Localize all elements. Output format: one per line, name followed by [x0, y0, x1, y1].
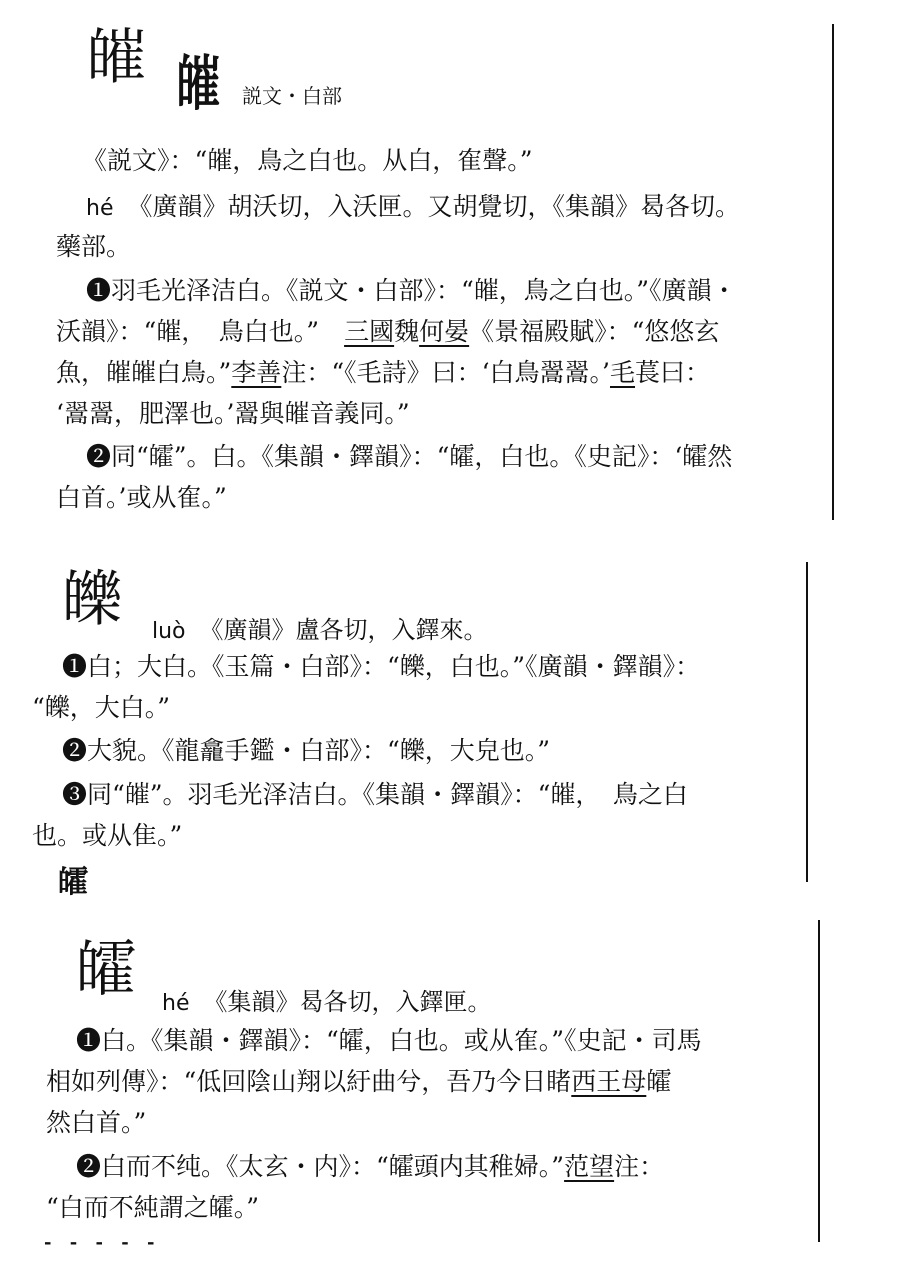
text-run: 魚，皠皠白鳥。” — [56, 358, 232, 387]
sense-1-line — [46, 1061, 702, 1102]
text-run: 沃韻》：“皠， 鳥白也。” — [56, 317, 345, 346]
sense-2 — [46, 1146, 664, 1228]
sense-1-line: ❶白。《集韻・鐸韻》：“皬，白也。或从隺。”《史記・司馬 — [76, 1026, 702, 1055]
author-name: 毛 — [610, 358, 636, 387]
sense-2 — [56, 436, 732, 518]
author-name: 李善 — [231, 358, 282, 387]
dynasty-name: 三國 — [344, 317, 395, 346]
headword: 皪 — [62, 565, 124, 635]
sense-1-line: ❶羽毛光泽洁白。《説文・白部》：“皠，鳥之白也。”《廣韻・ — [86, 276, 737, 305]
sense-1 — [46, 1020, 702, 1143]
pinyin: hé — [86, 196, 114, 221]
sense-3-line: 也。或从隹。” — [32, 821, 183, 850]
column-rule — [806, 562, 808, 882]
text-run: 注：“《毛詩》曰：‘白鳥翯翯。’ — [281, 358, 610, 387]
text-run: 《景福殿賦》：“悠悠玄 — [469, 317, 720, 346]
pronunciation-line — [162, 982, 491, 1017]
rhyme-text: 《廣韻》盧各切，入鐸來。 — [199, 616, 488, 644]
author-name: 范望 — [564, 1152, 615, 1181]
pronunciation-line — [152, 610, 488, 645]
seal-script-char: 皠 — [176, 50, 220, 120]
cut-off-text: - - - - - — [44, 1232, 161, 1253]
cut-off-headword: 皬 — [58, 865, 88, 900]
rhyme-group: 藥部。 — [56, 232, 132, 261]
text-run: 魏 — [394, 317, 420, 346]
sense-1-line: “皪，大白。” — [32, 693, 171, 722]
sense-1-line: ‘翯翯，肥澤也。’翯與皠音義同。” — [56, 399, 410, 428]
sense-1-line: ❶白；大白。《玉篇・白部》：“皪，白也。”《廣韻・鐸韻》： — [62, 652, 701, 681]
text-run: 萇曰： — [635, 358, 711, 387]
column-rule — [832, 24, 834, 520]
text-run: 皬 — [646, 1067, 672, 1096]
column-rule — [818, 920, 820, 1242]
sense-2-line: “白而不純謂之皬。” — [46, 1193, 260, 1222]
sense-2-line: 白首。’或从隺。” — [56, 483, 227, 512]
pinyin: hé — [162, 991, 190, 1016]
rhyme-text: 《集韻》曷各切，入鐸匣。 — [203, 988, 492, 1016]
author-name: 何晏 — [419, 317, 470, 346]
sense-2-line: ❷同“皬”。白。《集韻・鐸韻》：“皬，白也。《史記》：‘皬然 — [86, 442, 733, 471]
sense-1-line — [56, 311, 737, 352]
sense-1 — [56, 270, 737, 434]
seal-source-label: 説文・白部 — [242, 84, 342, 108]
sense-1-line: 然白首。” — [46, 1108, 147, 1137]
text-run: ❷白而不纯。《太玄・内》：“皬頭内其稚婦。” — [76, 1152, 565, 1181]
sense-1-line — [56, 352, 737, 393]
definition-text: 《説文》：“皠，鳥之白也。从白，隺聲。” — [82, 146, 533, 175]
sense-1 — [32, 646, 700, 728]
rhyme-text: 《廣韻》胡沃切，入沃匣。又胡覺切，《集韻》曷各切。 — [127, 192, 740, 221]
headword: 皬 — [76, 935, 138, 1005]
text-run: 注： — [614, 1152, 665, 1181]
person-name: 西王母 — [571, 1067, 647, 1096]
pronunciation-line — [86, 186, 740, 229]
sense-2-line — [46, 1146, 664, 1187]
sense-3-line: ❸同“皠”。羽毛光泽洁白。《集韻・鐸韻》：“皠， 鳥之白 — [62, 780, 688, 809]
sense-3 — [32, 774, 688, 856]
pinyin: luò — [152, 619, 186, 644]
sense-2: ❷大貌。《龍龕手鑑・白部》：“皪，大皃也。” — [62, 736, 551, 765]
headword: 皠 — [86, 23, 148, 93]
text-run: 相如列傳》：“低回陰山翔以紆曲兮，吾乃今日睹 — [46, 1067, 572, 1096]
